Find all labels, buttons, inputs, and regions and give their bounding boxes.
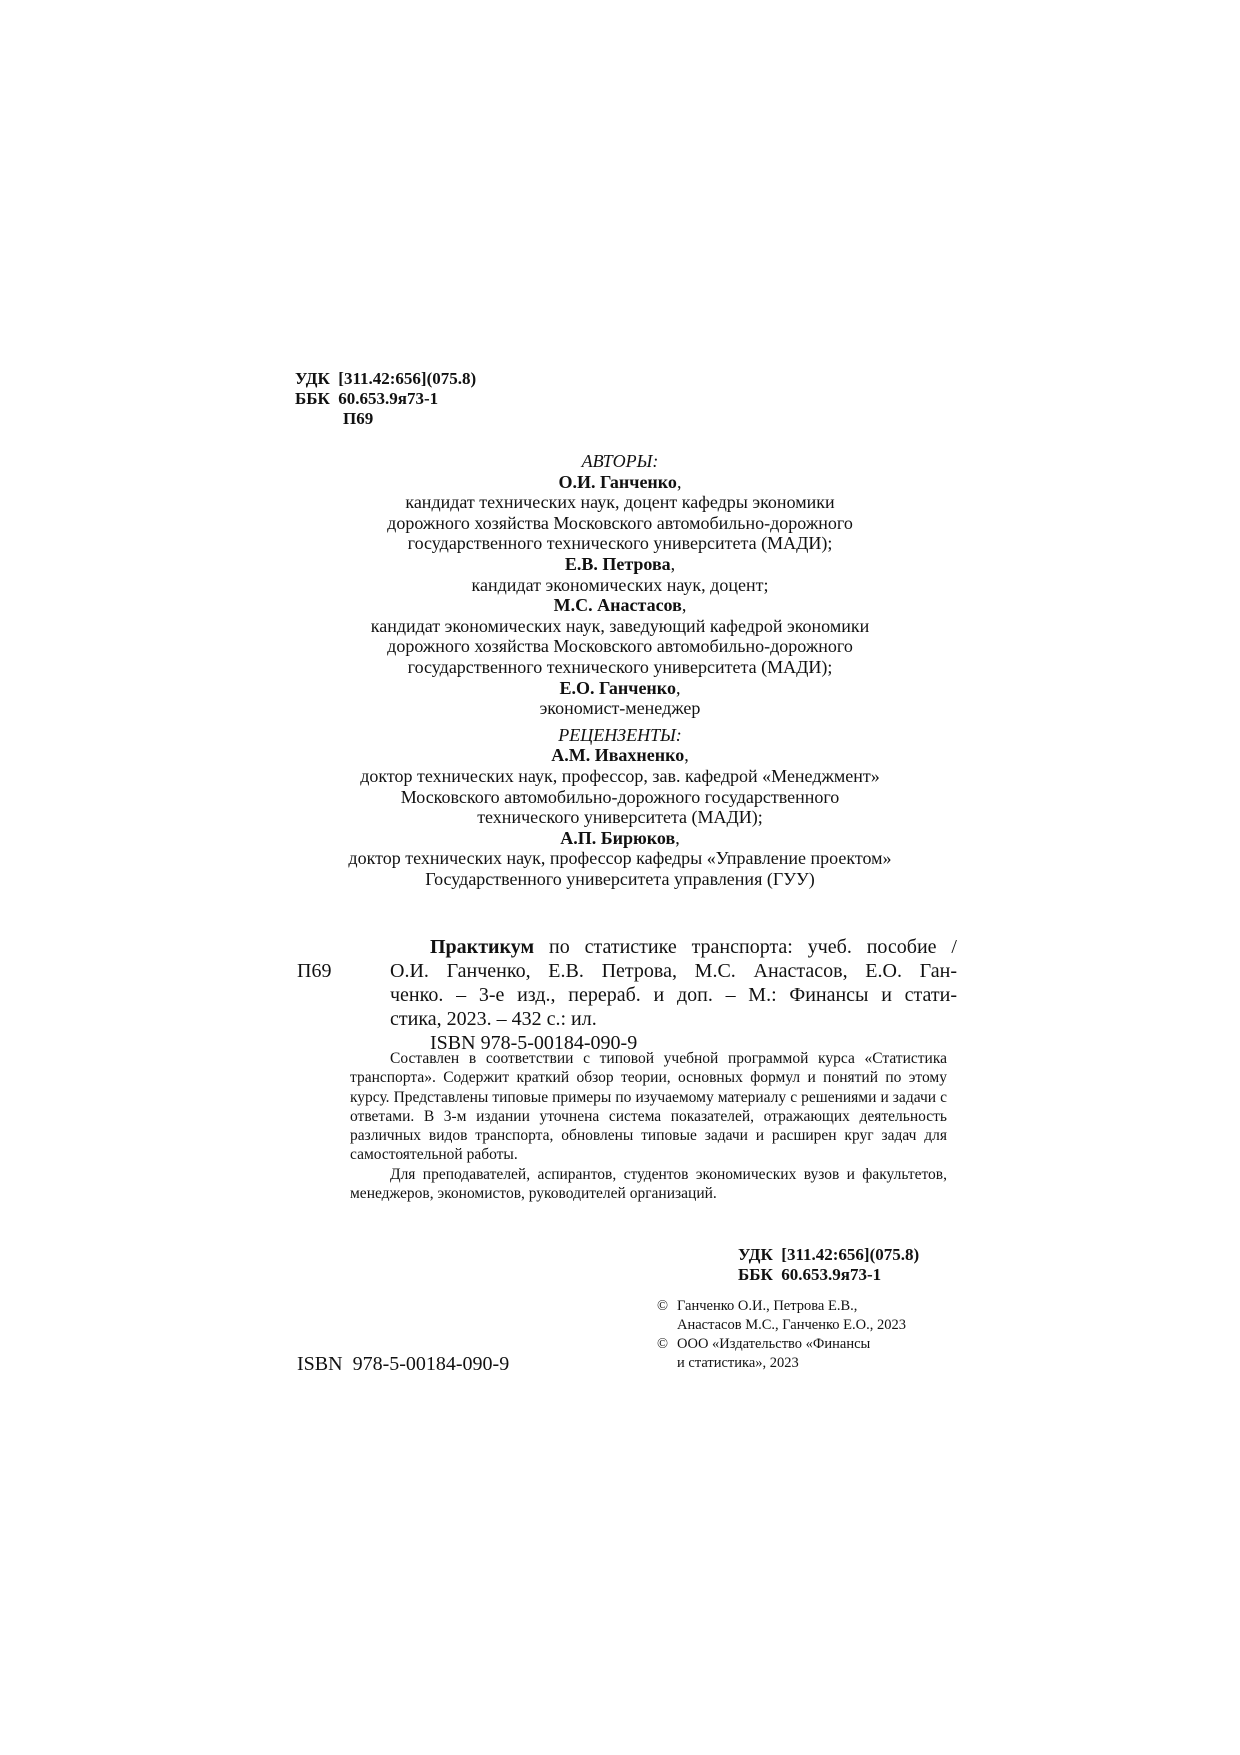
reviewer-credential-line: Московского автомобильно-дорожного государственного xyxy=(400,786,840,807)
author-name: Е.В. Петрова, xyxy=(564,553,676,574)
author-name: О.И. Ганченко, xyxy=(558,471,682,492)
annotation-paragraph: Составлен в соответствии с типовой учебной программой курса «Статистика транспорта». Содержит краткий обзор теории, основных формул и понятий по этому курсу. Представлены типовые примеры по изучаемому материалу с решениями и задачи с ответами. В 3-м издании уточнена система показателей, отражающих деятельность различных видов транспорта, обновлены типовые задачи и расширен круг задач для самостоятельной работы. xyxy=(350,1050,947,1164)
copyright-line: Ганченко О.И., Петрова Е.В., xyxy=(677,1298,858,1314)
copyright-line: Анастасов М.С., Ганченко Е.О., 2023 xyxy=(677,1317,906,1333)
bbk-code: ББК 60.653.9я73-1 xyxy=(295,389,439,408)
author-entry xyxy=(270,595,970,677)
author-credential-line: дорожного хозяйства Московского автомобильно-дорожного xyxy=(387,512,853,533)
book-title: Практикум xyxy=(430,936,535,958)
author-entry xyxy=(270,554,970,595)
copyright-entry xyxy=(657,1335,957,1373)
author-cipher: П69 xyxy=(343,409,374,428)
copyright-line: и статистика», 2023 xyxy=(677,1355,799,1371)
bibliographic-entry xyxy=(297,935,957,1055)
authors-heading: АВТОРЫ: xyxy=(581,451,659,471)
annotation-paragraph: Для преподавателей, аспирантов, студентов экономических вузов и факультетов, менеджеров, экономистов, руководителей организаций. xyxy=(350,1165,947,1203)
classification-codes-bottom xyxy=(738,1245,919,1285)
author-name: Е.О. Ганченко, xyxy=(559,677,681,698)
author-credential-line: кандидат экономических наук, заведующий кафедрой экономики xyxy=(370,615,870,636)
author-credential-line: кандидат технических наук, доцент кафедры экономики xyxy=(405,492,835,513)
biblio-line: О.И. Ганченко, Е.В. Петрова, М.С. Анастасов, Е.О. Ган- xyxy=(390,960,957,982)
udk-code: УДК [311.42:656](075.8) xyxy=(295,369,477,388)
reviewer-credential-line: доктор технических наук, профессор кафедры «Управление проектом» xyxy=(348,848,892,869)
isbn-bottom: ISBN 978-5-00184-090-9 xyxy=(297,1353,510,1375)
reviewers-heading: РЕЦЕНЗЕНТЫ: xyxy=(558,724,682,745)
reviewer-entry xyxy=(270,828,970,890)
author-entry xyxy=(270,472,970,554)
copyright-block xyxy=(657,1297,957,1373)
credits-block xyxy=(270,451,970,889)
copyright-icon: © xyxy=(657,1336,669,1352)
reviewer-entry xyxy=(270,745,970,827)
biblio-cipher: П69 xyxy=(297,960,332,982)
classification-codes-top xyxy=(295,369,476,429)
bbk-code: ББК 60.653.9я73-1 xyxy=(738,1265,882,1284)
reviewer-name: А.П. Бирюков, xyxy=(560,827,680,848)
reviewer-name: А.М. Ивахненко, xyxy=(551,745,689,766)
author-credential-line: государственного технического университета (МАДИ); xyxy=(407,533,833,554)
author-entry xyxy=(270,678,970,719)
reviewer-credential-line: Государственного университета управления (ГУУ) xyxy=(425,868,815,889)
author-credential-line: дорожного хозяйства Московского автомобильно-дорожного xyxy=(387,636,853,657)
biblio-line: стика, 2023. – 432 с.: ил. xyxy=(390,1008,597,1030)
author-credential-line: экономист-менеджер xyxy=(539,698,701,719)
copyright-line: ООО «Издательство «Финансы xyxy=(677,1336,871,1352)
author-name: М.С. Анастасов, xyxy=(553,595,687,616)
reviewer-credential-line: доктор технических наук, профессор, зав. кафедрой «Менеджмент» xyxy=(360,765,880,786)
biblio-line: ченко. – 3-е изд., перераб. и доп. – М.: Финансы и стати- xyxy=(390,984,957,1006)
biblio-isbn: ISBN 978-5-00184-090-9 xyxy=(430,1032,638,1054)
copyright-icon: © xyxy=(657,1298,669,1314)
annotation xyxy=(350,1049,947,1203)
author-credential-line: государственного технического университета (МАДИ); xyxy=(407,656,833,677)
copyright-entry xyxy=(657,1297,957,1335)
biblio-line: Практикум по статистике транспорта: учеб. пособие / xyxy=(430,936,957,958)
udk-code: УДК [311.42:656](075.8) xyxy=(738,1245,920,1264)
reviewer-credential-line: технического университета (МАДИ); xyxy=(477,807,763,828)
author-credential-line: кандидат экономических наук, доцент; xyxy=(471,574,769,595)
